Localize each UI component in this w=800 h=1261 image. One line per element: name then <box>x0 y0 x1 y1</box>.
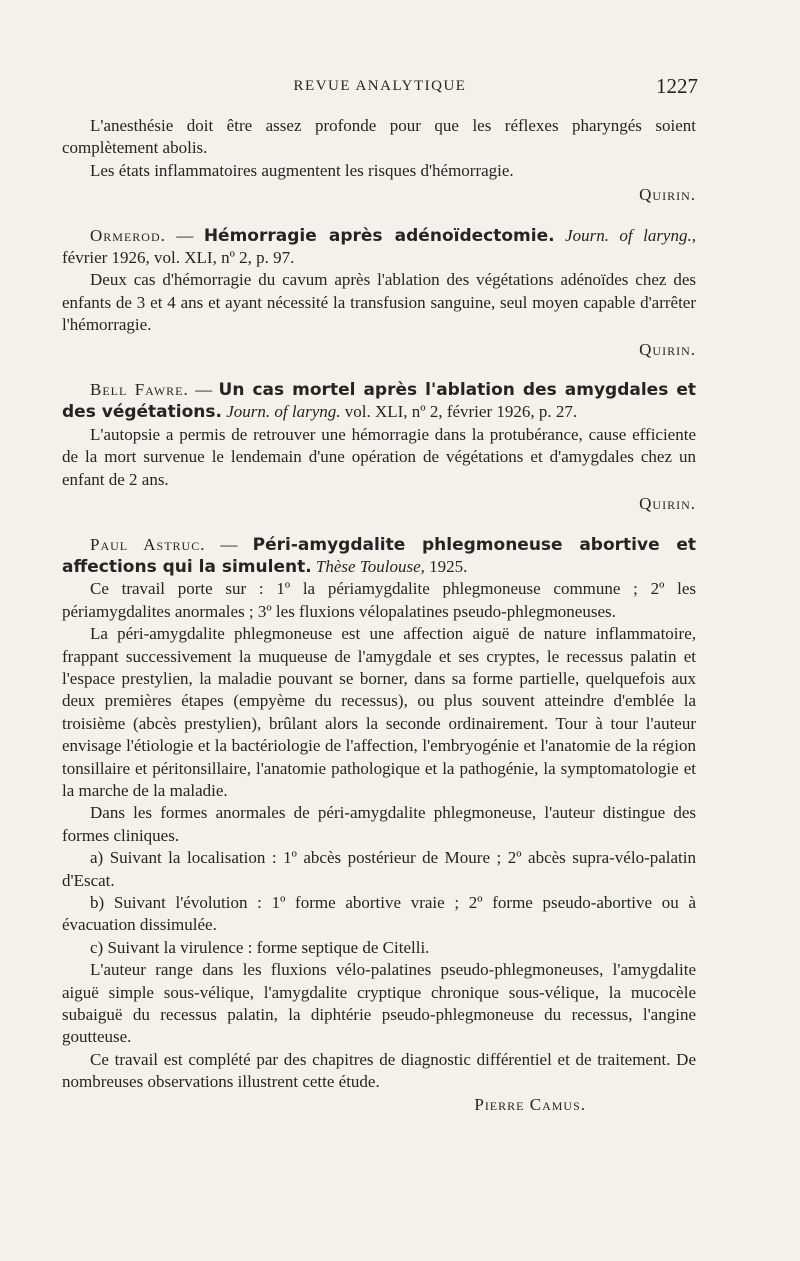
paragraph: Dans les formes anormales de péri-amygdalite phlegmoneuse, l'auteur distingue des formes cliniques. <box>62 803 696 845</box>
article-author: Paul Astruc. <box>90 534 206 554</box>
article-author: Bell Fawre. <box>90 380 189 400</box>
paragraph: L'anesthésie doit être assez profonde pour que les réflexes pharyngés soient complètement abolis. <box>62 116 696 158</box>
paragraph: Ce travail porte sur : 1º la périamygdalite phlegmoneuse commune ; 2º les périamygdalites anormales ; 3º les fluxions vélopalatines pseudo-phlegmoneuses. <box>62 579 696 621</box>
article-reference <box>62 379 696 424</box>
reviewer-signature: Quirin. <box>639 339 696 359</box>
journal-name: Journ. of laryng. <box>565 225 692 245</box>
page-content <box>62 115 696 1116</box>
article-author: Ormerod. <box>90 225 166 245</box>
article-title: Péri-amygdalite phlegmoneuse abortive et affections qui la simulent. <box>62 534 696 577</box>
separator-dash: — <box>205 534 253 554</box>
paragraph: b) Suivant l'évolution : 1º forme abortive vraie ; 2º forme pseudo-abortive ou à évacuation dissimulée. <box>62 893 696 935</box>
running-head: REVUE ANALYTIQUE <box>293 78 467 94</box>
intro-section <box>62 115 696 207</box>
journal-name: Thèse Toulouse, <box>315 556 425 576</box>
page-header <box>62 74 698 102</box>
separator-dash: — <box>188 380 219 400</box>
journal-name: Journ. of laryng. <box>226 402 341 422</box>
review-entry <box>62 379 696 515</box>
reviewer-signature: Pierre Camus. <box>474 1094 586 1114</box>
paragraph: Ce travail est complété par des chapitres de diagnostic différentiel et de traitement. De nombreuses observations illustrent cette étude. <box>62 1049 696 1092</box>
paragraph: L'auteur range dans les fluxions vélo-palatines pseudo-phlegmoneuses, l'amygdalite aiguë simple sous-vélique, l'amygdalite cryptique chronique sous-vélique, la mucocèle subaiguë du recessus palatin, la diphtérie pseudo-phlegmoneuse du recessus, l'angine goutteuse. <box>62 960 696 1047</box>
review-entry <box>62 225 696 361</box>
article-details: 1925. <box>424 556 468 576</box>
article-title: Hémorragie après adénoïdectomie. <box>203 225 555 246</box>
paragraph: Deux cas d'hémorragie du cavum après l'ablation des végétations adénoïdes chez des enfants de 3 et 4 ans et ayant nécessité la transfusion sanguine, seul moyen capable d'arrêter l'hémorragie. <box>62 270 696 335</box>
paragraph: a) Suivant la localisation : 1º abcès postérieur de Moure ; 2º abcès supra-vélo-palatin d'Escat. <box>62 848 696 890</box>
article-reference <box>62 225 696 270</box>
article-details: vol. XLI, nº 2, février 1926, p. 27. <box>340 402 578 422</box>
paragraph: c) Suivant la virulence : forme septique de Citelli. <box>90 937 430 957</box>
article-title: Un cas mortel après l'ablation des amygdales et des végétations. <box>62 380 697 423</box>
paragraph: L'autopsie a permis de retrouver une hémorragie dans la protubérance, cause efficiente de la mort survenue le lendemain d'une opération de végétations et d'amygdales chez un enfant de 2 ans. <box>62 424 696 489</box>
article-details: , février 1926, vol. XLI, nº 2, p. 97. <box>62 225 696 268</box>
page-number: 1227 <box>656 74 698 98</box>
reviewer-signature: Quirin. <box>639 494 696 514</box>
paragraph: La péri-amygdalite phlegmoneuse est une affection aiguë de nature inflammatoire, frappant successivement la muqueuse de l'amygdale et ses cryptes, le recessus palatin et l'espace prestylien, la maladie pouvant se borner, dans sa forme partielle, quelquefois aux deux premières étapes (empyème du recessus), ou plus souvent atteindre d'emblée la troisième (abcès prestylien), brûlant alors la seconde ordinairement. Tour à tour l'auteur envisage l'étiologie et la bactériologie de l'affection, l'embryogénie et l'anatomie de la région tonsillaire et péritonsillaire, l'anatomie pathologique et la pathogénie, la symptomatologie et la marche de la maladie. <box>62 624 696 800</box>
reviewer-signature: Quirin. <box>639 185 696 205</box>
review-entry <box>62 534 696 1117</box>
separator-dash: — <box>165 225 204 245</box>
article-reference <box>62 534 696 579</box>
paragraph: Les états inflammatoires augmentent les risques d'hémorragie. <box>90 160 514 180</box>
